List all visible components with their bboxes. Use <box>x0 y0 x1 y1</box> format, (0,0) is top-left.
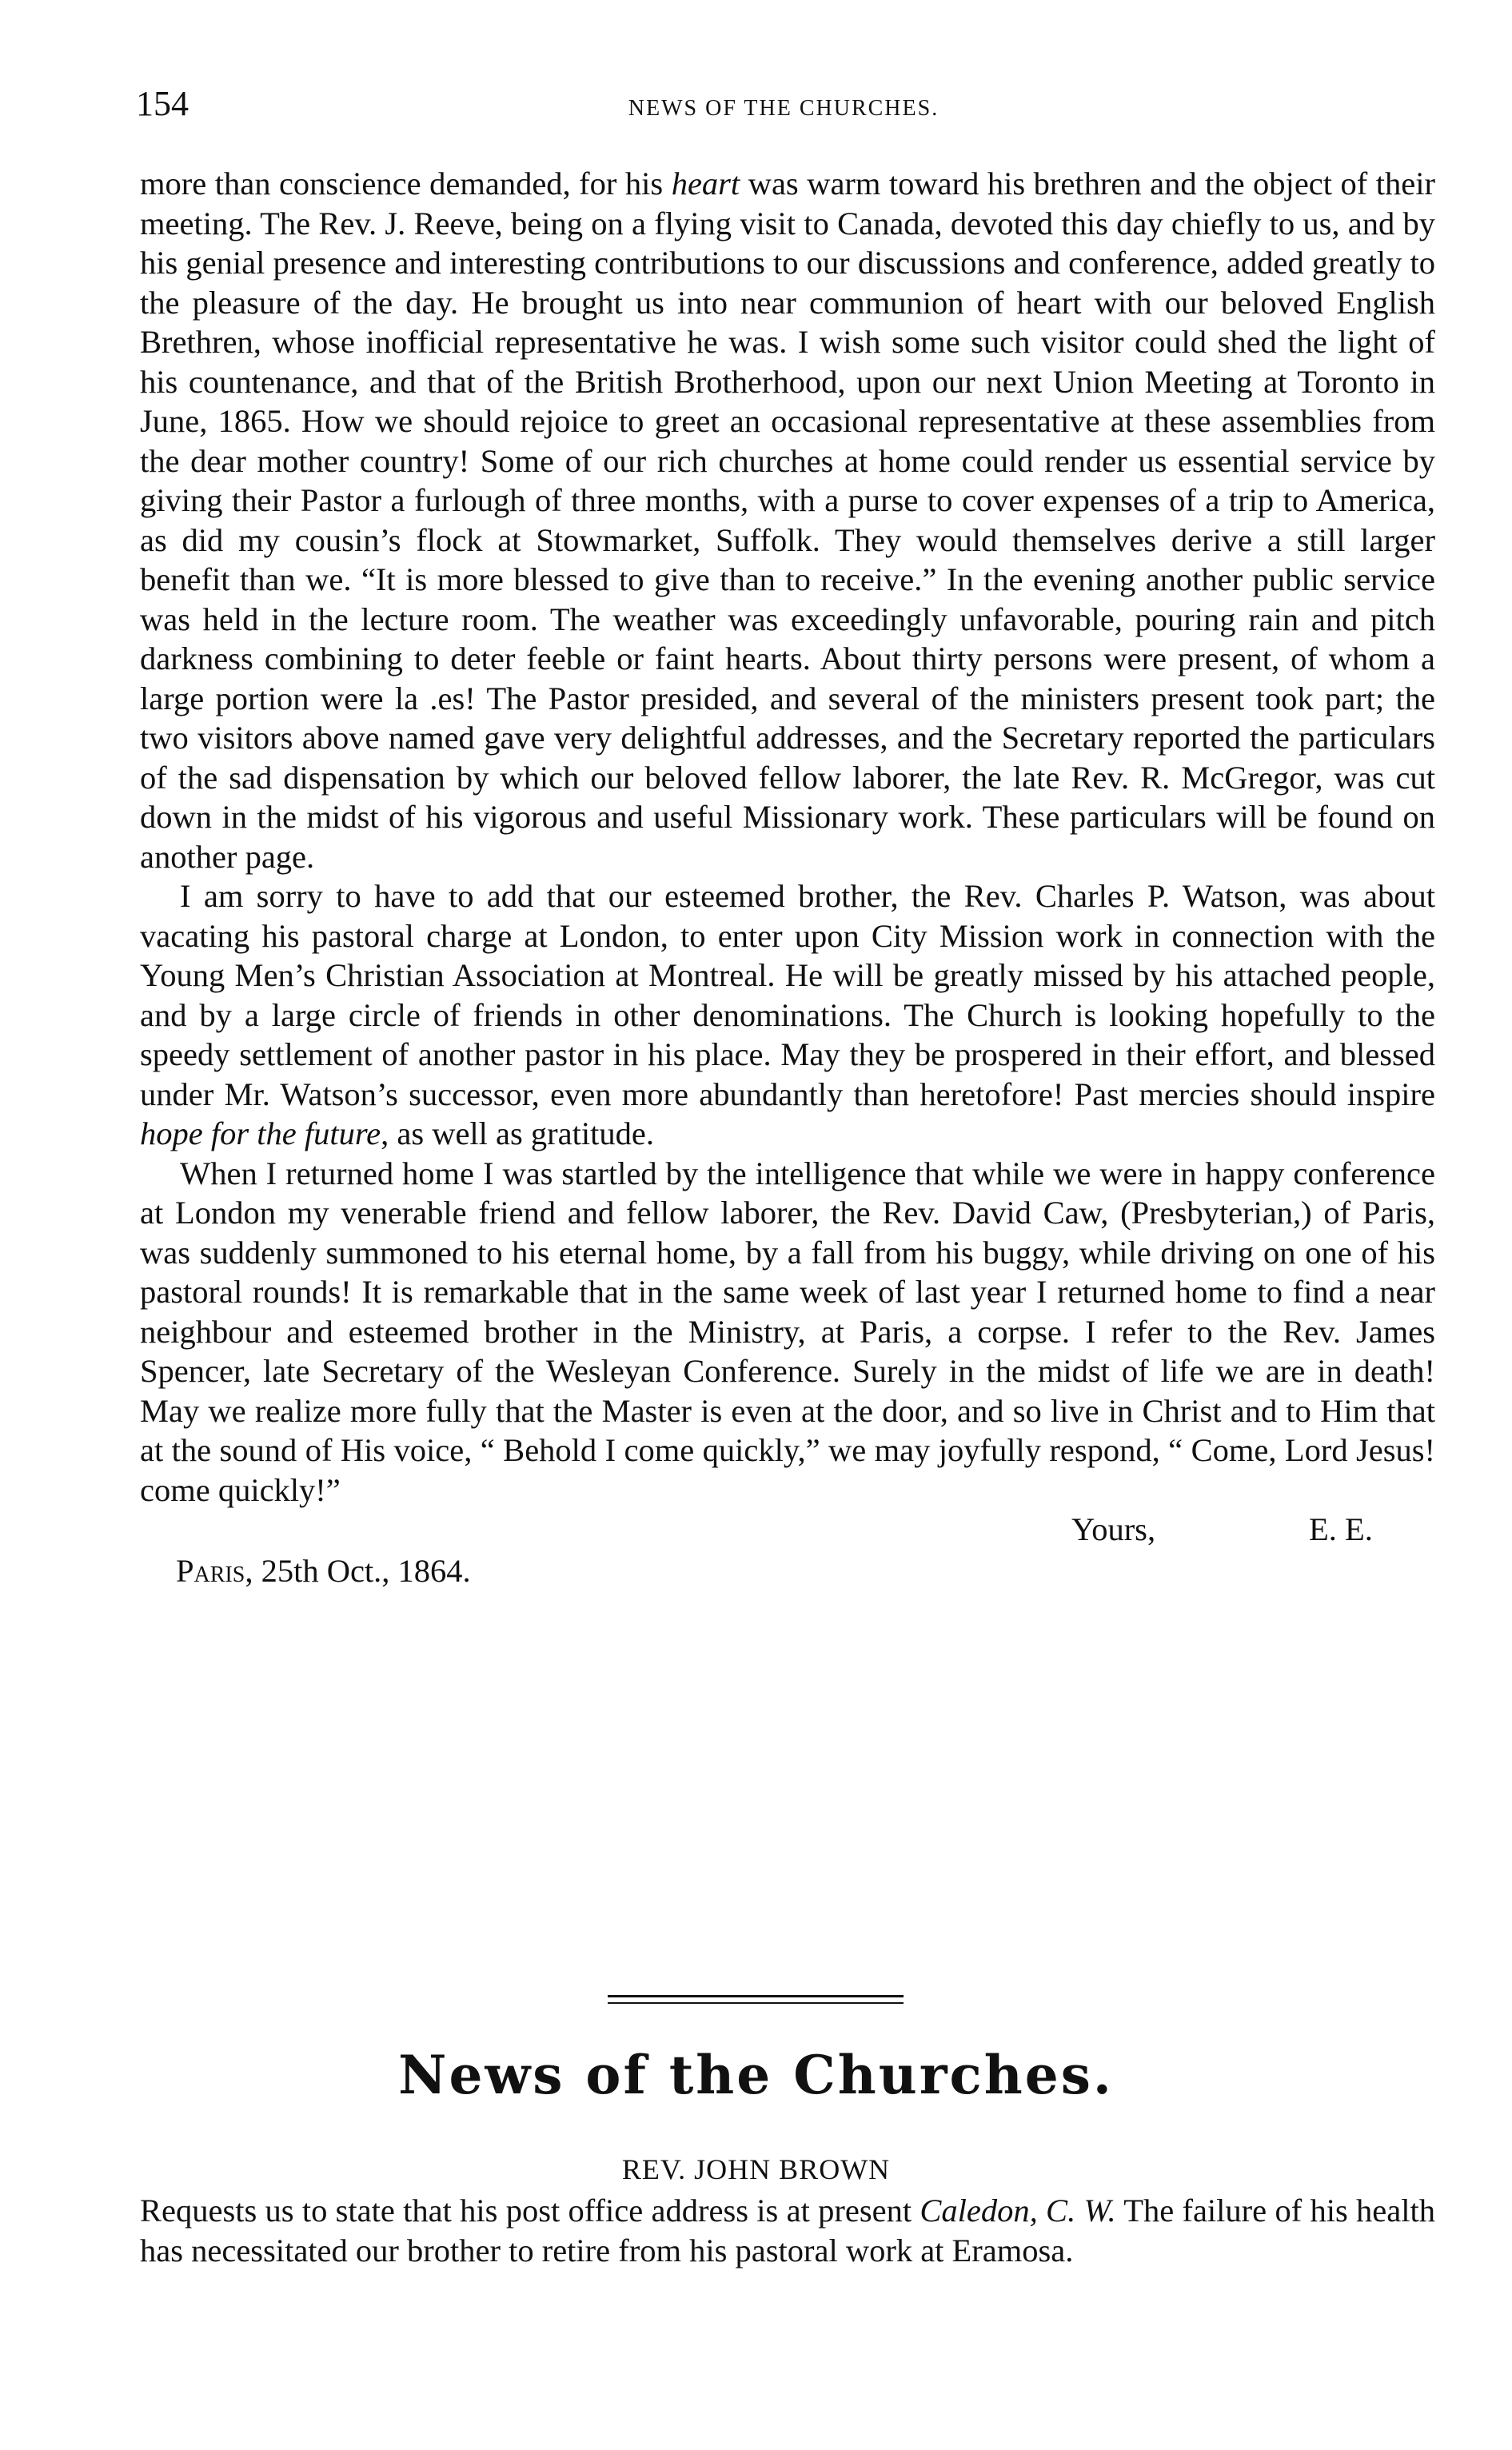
text-run: was warm toward his brethren and the object of their meeting. The Rev. J. Reeve, being on a flying visit to Canada, devoted this day chiefly to us, and by his genial presence and interesting contributions to our discussions and conference, added greatly to the pleasure of the day. He brought us into near communion of heart with our beloved English Brethren, whose inofficial representative he was. I wish some such visitor could shed the light of his countenance, and that of the British Brotherhood, upon our next Union Meeting at Toronto in June, 1865. How we should rejoice to greet an occasional representative at these assemblies from the dear mother country! Some of our rich churches at home could render us essential service by giving their Pastor a furlough of three months, with a purse to cover expenses of a trip to America, as did my cousin’s flock at Stowmarket, Suffolk. They would themselves derive a still larger benefit than we. “It is more blessed to give than to receive.” In the evening another public service was held in the lecture room. The weather was exceedingly unfavorable, pouring rain and pitch darkness combining to deter feeble or faint hearts. About thirty persons were present, of whom a large portion were la⁠ .es! The Pastor presided, and several of the ministers present took part; the two visitors above named gave very delightful addresses, and the Secretary reported the particulars of the sad dispensation by which our beloved fellow laborer, the late Rev. R. McGregor, was cut down in the midst of his vigorous and useful Missionary work. These particulars will be found on another page. <box>140 166 1435 875</box>
running-head <box>136 80 1431 128</box>
text-run: , as well as gratitude. <box>381 1115 654 1151</box>
letter-body <box>140 164 1435 1593</box>
signature-line <box>140 1510 1435 1550</box>
dateline <box>140 1550 1435 1593</box>
text-run: I am sorry to have to add that our esteemed brother, the Rev. Charles P. Watson, was about vacating his pastoral charge at London, to enter upon City Mission work in connection with the Young Men’s Christian Association at Montreal. He will be greatly missed by his attached people, and by a large circle of friends in other denominations. The Church is looking hopefully to the speedy settlement of another pastor in his place. May they be prospered in their effort, and blessed under Mr. Watson’s successor, even more abundantly than heretofore! Past mercies should inspire <box>140 878 1435 1112</box>
text-run: When I returned home I was startled by the intelligence that while we were in happy conference at London my venerable friend and fellow laborer, the Rev. David Caw, (Presbyterian,) of Paris, was suddenly summoned to his eternal home, by a fall from his buggy, while driving on one of his pastoral rounds! It is remarkable that in the same week of last year I returned home to find a near neighbour and esteemed brother in the Ministry, at Paris, a corpse. I refer to the Rev. James Spencer, late Secretary of the Wesleyan Conference. Surely in the midst of life we are in death! May we realize more fully that the Master is even at the door, and so live in Christ and to Him that at the sound of His voice, “ Behold I come quickly,” we may joyfully respond, “ Come, Lord Jesus! come quickly!” <box>140 1155 1435 1508</box>
text-run: The failure of his health has necessitated our brother to retire from his pastoral work at Eramosa. <box>140 2193 1435 2268</box>
closing: Yours, <box>1071 1511 1156 1547</box>
section-heading: News of the Churches. <box>398 2044 1114 2106</box>
section-divider <box>608 1995 904 2009</box>
italic-text-run: Caledon, C. W. <box>920 2193 1116 2229</box>
dateline-place: Paris, <box>176 1553 253 1589</box>
notice-subheading: REV. JOHN BROWN <box>621 2153 891 2185</box>
letter-paragraph-3 <box>140 1154 1435 1510</box>
dateline-date: 25th Oct., 1864. <box>261 1553 471 1589</box>
signature-initials: E. E. <box>1309 1511 1373 1547</box>
italic-text-run: hope for the future <box>140 1115 381 1151</box>
running-title: NEWS OF THE CHURCHES. <box>628 96 940 121</box>
page-number: 154 <box>136 84 189 123</box>
italic-text-run: heart <box>671 166 740 202</box>
divider-rule-upper <box>608 1995 904 1997</box>
letter-paragraph-1 <box>140 164 1435 876</box>
notice-paragraph <box>140 2191 1435 2270</box>
text-run: more than conscience demanded, for his <box>140 166 672 202</box>
letter-paragraph-2 <box>140 876 1435 1154</box>
text-run: Requests us to state that his post office address is at present <box>140 2193 920 2229</box>
divider-rule-lower <box>608 2002 904 2004</box>
